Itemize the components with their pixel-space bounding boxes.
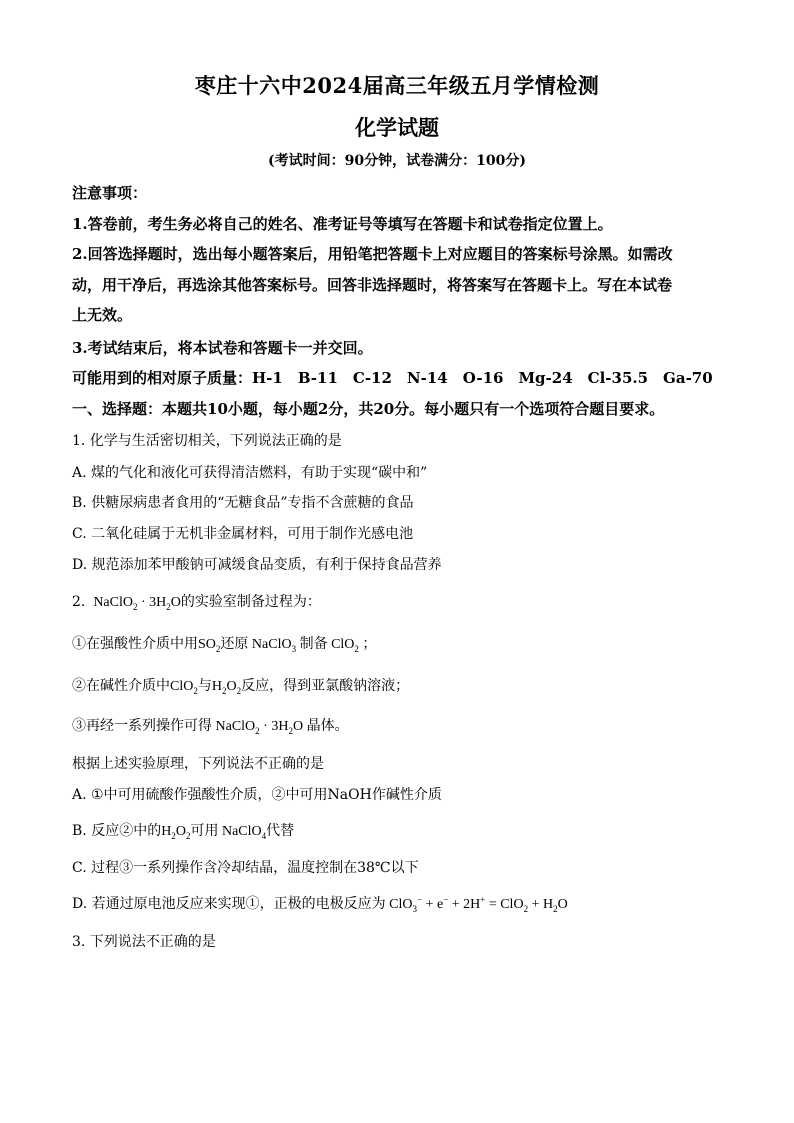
q1-option-b: B. 供糖尿病患者食用的“无糖食品”专指不含蔗糖的食品 bbox=[72, 495, 414, 511]
section-1-heading: 一、选择题：本题共10小题，每小题2分，共20分。每小题只有一个选项符合题目要求。 bbox=[72, 400, 665, 418]
q2-option-b bbox=[72, 821, 294, 842]
exam-info: (考试时间：90分钟，试卷满分：100分) bbox=[268, 153, 526, 169]
q2-option-d bbox=[72, 894, 568, 915]
q2-step-2-text-a: ②在碱性介质中 bbox=[72, 678, 170, 694]
q1-option-a: A. 煤的气化和液化可获得清洁燃料，有助于实现“碳中和” bbox=[72, 465, 428, 481]
q2-step-2 bbox=[72, 676, 409, 697]
q2-step-1-text-b: 还原 bbox=[220, 636, 249, 652]
q2-option-b-text-c: 代替 bbox=[266, 823, 295, 839]
q1-stem: 1. 化学与生活密切相关，下列说法正确的是 bbox=[72, 433, 342, 449]
q2-option-c: C. 过程③一系列操作含冷却结晶，温度控制在38℃以下 bbox=[72, 860, 419, 876]
q2-option-b-text-a: B. 反应②中的 bbox=[72, 823, 162, 839]
notes-heading: 注意事项： bbox=[72, 184, 148, 202]
note-item-2-line-3: 上无效。 bbox=[72, 306, 133, 324]
q3-stem: 3. 下列说法不正确的是 bbox=[72, 934, 216, 950]
q2-option-a: A. ①中可用硫酸作强酸性介质，②中可用NaOH作碱性介质 bbox=[72, 787, 442, 803]
note-item-3: 3.考试结束后，将本试卷和答题卡一并交回。 bbox=[72, 339, 373, 357]
q2-step-1-text-a: ①在强酸性介质中用 bbox=[72, 636, 198, 652]
subject-title: 化学试题 bbox=[355, 115, 439, 140]
note-item-2-line-1: 2.回答选择题时，选出每小题答案后，用铅笔把答题卡上对应题目的答案标号涂黑。如需改 bbox=[72, 245, 673, 263]
exam-title: 枣庄十六中2024届高三年级五月学情检测 bbox=[194, 73, 600, 98]
q2-electrode-equation: $ClO_3^- + e^- + 2H^+ = ClO_2 + H_2O$ bbox=[385, 894, 568, 914]
q2-step-2-text-c: 反应，得到亚氯酸钠溶液； bbox=[241, 678, 410, 694]
q2-formula-naclo4: NaClO$_4$ bbox=[218, 824, 267, 841]
q2-step-3-text-b: 晶体。 bbox=[306, 718, 349, 734]
q2-formula-naclo2-3h2o: NaClO$_2$ · $3H_2O$ bbox=[89, 595, 181, 612]
q2-number: 2. bbox=[72, 594, 86, 610]
q2-formula-naclo2-3h2o-b: NaClO$_2$ · $3H_2O$ bbox=[212, 719, 307, 736]
q2-step-1 bbox=[72, 634, 376, 655]
note-item-2-line-2: 动，用干净后，再选涂其他答案标号。回答非选择题时，将答案写在答题卡上。写在本试卷 bbox=[72, 276, 673, 294]
q2-option-d-text: D. 若通过原电池反应来实现①，正极的电极反应为 bbox=[72, 896, 386, 912]
q2-stem bbox=[72, 592, 321, 613]
q2-formula-clo2: ClO$_2$ bbox=[327, 637, 359, 654]
q2-option-b-text-b: 可用 bbox=[190, 823, 219, 839]
q2-step-1-text-d: ； bbox=[362, 636, 377, 652]
q2-formula-so2: $SO_2$ bbox=[198, 637, 221, 654]
q2-stem-tail: 的实验室制备过程为： bbox=[180, 594, 321, 610]
q2-step-3-text-a: ③再经一系列操作可得 bbox=[72, 718, 212, 734]
atomic-masses: 可能用到的相对原子质量：H-1 B-11 C-12 N-14 O-16 Mg-24 Cl-35.5 Ga-70 bbox=[72, 369, 713, 387]
q2-formula-naclo3: NaClO$_3$ bbox=[248, 637, 297, 654]
q1-option-d: D. 规范添加苯甲酸钠可减缓食品变质，有利于保持食品营养 bbox=[72, 557, 442, 573]
q2-formula-h2o2: $H_2O_2$ bbox=[211, 679, 242, 696]
q2-step-1-text-c: 制备 bbox=[299, 636, 328, 652]
note-item-1: 1.答卷前，考生务必将自己的姓名、准考证号等填写在答题卡和试卷指定位置上。 bbox=[72, 215, 613, 233]
q2-intro: 根据上述实验原理，下列说法不正确的是 bbox=[72, 756, 324, 772]
q2-step-2-text-b: 与 bbox=[197, 678, 212, 694]
q2-formula-clo2-b: ClO$_2$ bbox=[170, 679, 198, 696]
q2-formula-h2o2-b: $H_2O_2$ bbox=[161, 824, 191, 841]
q1-option-c: C. 二氧化硅属于无机非金属材料，可用于制作光感电池 bbox=[72, 526, 414, 542]
q2-step-3 bbox=[72, 716, 349, 737]
